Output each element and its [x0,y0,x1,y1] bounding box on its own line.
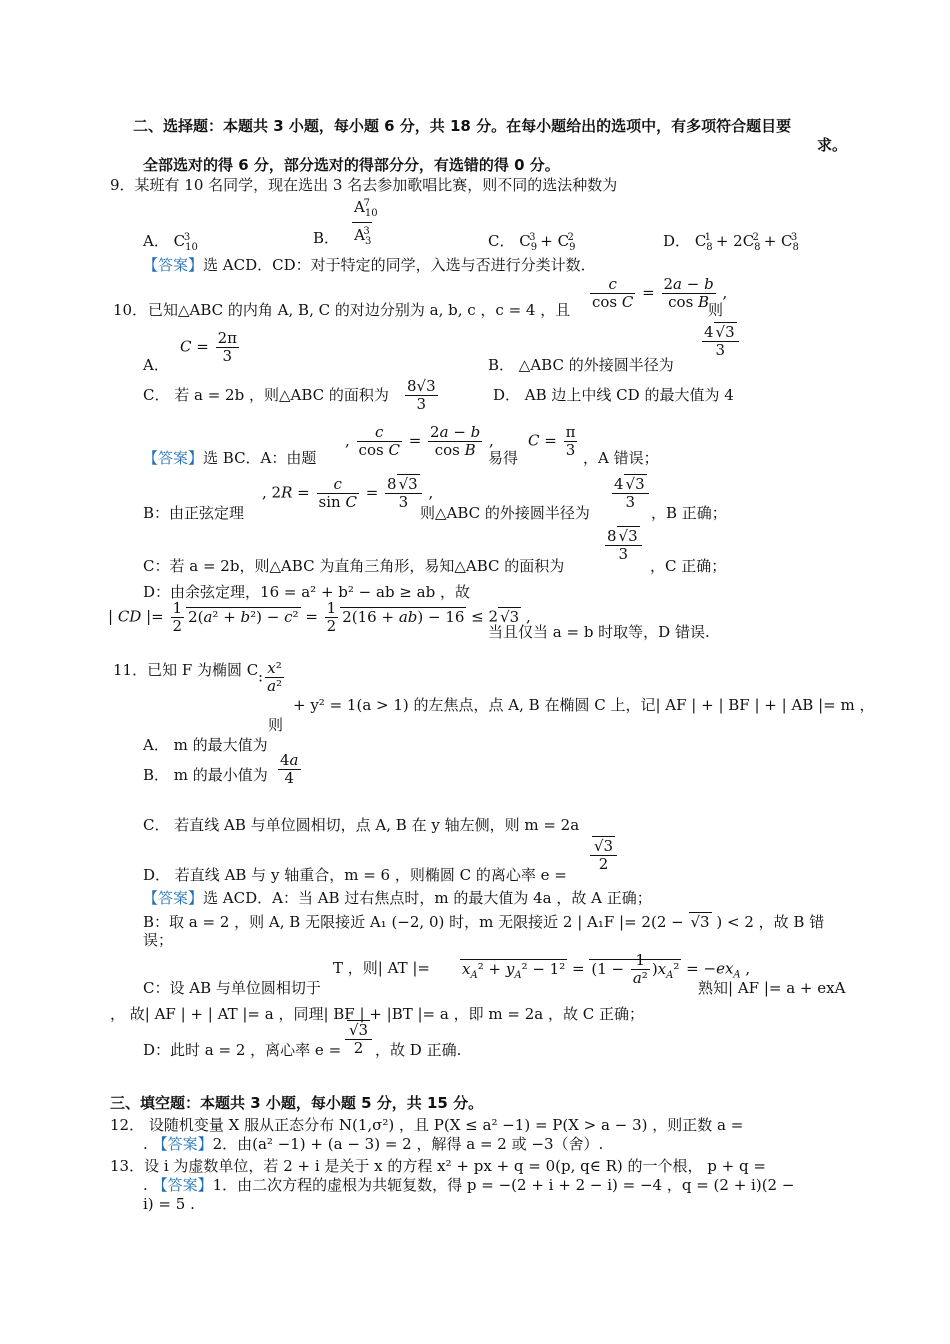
q11-stem-ellipse: : $\frac{\text{x²}}{\text{a²}}$ [258,659,283,695]
q11-stem-then: 则 [268,716,284,734]
q11-answer-line5: D：此时 a = 2 ，离心率 e = [143,1041,342,1059]
q10-option-c-formula: $\frac{8√3}{3}$ [407,377,436,413]
q10-answer-line4: D：由余弦定理，16 = a² + b² − ab ≥ ab ，故 [143,583,470,601]
q9-option-c [488,228,574,258]
section2-heading-line2: 全部选对的得 6 分，部分选对的得部分分，有选错的得 0 分。 [143,156,560,174]
q10-answer-line1-text: 选 BC．A：由题 [203,449,317,467]
q13-line1: 13．设 i 为虚数单位，若 2 + i 是关于 x 的方程 x² + px + q = 0(p, q∈ R) 的一个根， p + q = [110,1157,766,1175]
q11-option-b-formula: $\frac{4a}{4}$ [280,751,299,787]
q9-answer-text: 选 ACD．CD：对于特定的同学，入选与否进行分类计数． [203,256,596,274]
q10-option-c: C． 若 a = 2b ，则△ABC 的面积为 [143,386,389,404]
q12-answer-tag: 【答案】 [152,1135,213,1153]
q11-stem-b: + y² = 1(a > 1) 的左焦点，点 A, B 在椭圆 C 上，记| AF | + | BF | + | AB |= m ， [293,696,875,714]
q11-answer-line2-root: √3 [690,913,710,931]
q9-answer-tag: 【答案】 [143,256,204,274]
q10-number: 10． [113,301,148,319]
q11-option-d-formula: $\frac{√3}{2}$ [588,838,619,873]
q12-line2: . 【答案】2．由(a² −1) + (a − 3) = 2 ，解得 a = 2 或 −3（舍）. [143,1135,604,1153]
q9-answer [143,255,596,275]
q11-answer-line3: C：设 AB 与单位圆相切于 [143,979,321,997]
q9-stem: 9．某班有 10 名同学，现在选出 3 名去参加歌唱比赛，则不同的选法种数为 [110,176,618,194]
q11-answer-line3-at: T ，则| AT |= [333,959,431,977]
q10-option-a-label: A． [143,356,169,374]
q11-stem-a: 11．已知 F 为椭圆 C [113,661,259,679]
q13-answer-tag: 【答案】 [152,1176,213,1194]
q11-option-a: A． m 的最大值为 [143,736,268,754]
q10-option-b-label: B． △ABC 的外接圆半径为 [488,356,674,374]
section2-heading-line1: 二、选择题：本题共 3 小题，每小题 6 分，共 18 分。在每小题给出的选项中，有多项符合题目要 [133,117,792,135]
q10-answer-line2-end: ，B 正确； [651,504,727,522]
q9-option-d [663,228,797,258]
q11-answer-line2-end: ) < 2 ，故 B 错 [716,913,825,931]
q11-answer-line3-known: 熟知| AF |= a + exA [698,979,846,997]
q9-option-b-formula: $\frac{A_{10}^7}{A_3^3}$ [350,195,374,250]
q10-answer-line3-end: ，C 正确； [650,557,727,575]
q10-answer-line1-result: C = $\frac{\pi}{3}$ [528,423,576,459]
q10-stem-then: 则 [708,301,724,319]
q11-answer-line5-end: ，故 D 正确. [375,1041,462,1059]
q10-answer-line5: 当且仅当 a = b 时取等，D 错误. [488,623,710,641]
q11-option-b: B． m 的最小值为 [143,766,268,784]
section2-heading-tail: 求。 [817,136,848,154]
q10-option-a-formula: C = $\frac{2\pi}{3}$ [180,329,237,365]
q10-answer-line2-formula: , 2R = $\frac{c}{\text{sin C}}$ = $\frac{8 √3}{3}$ , [262,475,434,511]
q11-option-c: C． 若直线 AB 与单位圆相切，点 A, B 在 y 轴左侧，则 m = 2a [143,816,580,834]
q9-option-d-label: D． [663,232,691,250]
q9-option-a-formula: $C_{10}^3$ [173,232,198,253]
q11-option-d: D． 若直线 AB 与 y 轴重合，m = 6 ，则椭圆 C 的离心率 e = [143,866,567,884]
q12-answer-text: 2．由(a² −1) + (a − 3) = 2 ，解得 a = 2 或 −3（舍）. [212,1135,604,1153]
q11-answer-line2-wrap: 误； [143,931,174,949]
section3-heading: 三、填空题：本题共 3 小题，每小题 5 分，共 15 分。 [110,1094,484,1112]
q13-line2: . 【答案】1．由二次方程的虚根为共轭复数，得 p = −(2 + i + 2 − i) = −4 ，q = (2 + i)(2 − [143,1176,795,1194]
q13-answer-text: 1．由二次方程的虚根为共轭复数，得 p = −(2 + i + 2 − i) = −4 ，q = (2 + i)(2 − [212,1176,795,1194]
q11-answer-line2-text: B：取 a = 2 ，则 A, B 无限接近 A₁ (−2, 0) 时，m 无限接近 2 | A₁F |= 2(2 − [143,913,684,931]
q10-stem: 已知△ABC 的内角 A, B, C 的对边分别为 a, b, c ，c = 4 ，且 [148,301,571,319]
q9-option-c-label: C． [488,232,515,250]
q9-option-c-formula: $C_9^3 + C_9^2$ [519,232,576,253]
q9-option-b-label: B． [313,229,340,247]
q10-answer-line1-end: ，A 错误； [583,449,659,467]
q10-stem-condition: $\frac{c}{\text{cos C}}$ = $\frac{2a - b}{\text{cos B}}$ , [592,275,728,311]
q10-option-d: D． AB 边上中线 CD 的最大值为 4 [493,386,734,404]
q11-answer-line2 [143,912,824,932]
q10-answer-line4-formula: | CD |= $\frac{1}{2}$ 2(a² + b²) − c² = $\frac{1}{2}$ 2(16 + ab) − 16 ≤ 2 √3 , [108,599,531,635]
q11-answer-line5-formula: $\frac{√3}{2}$ [343,1022,374,1057]
q10-answer-line1-easy: 易得 [488,449,519,467]
q10-answer-line3-formula: $\frac{8 √3}{3}$ [603,528,644,563]
q10-answer-line1 [143,448,316,468]
q10-answer-line2: B：由正弦定理 [143,504,245,522]
q10-option-b-formula: $\frac{4 √3}{3}$ [700,324,741,359]
q11-answer-line1-text: 选 ACD．A：当 AB 过右焦点时，m 的最大值为 4a ，故 A 正确； [203,889,652,907]
q13-line3: i) = 5 . [143,1195,195,1213]
q11-answer-line1 [143,888,652,908]
q9-option-a-label: A． [143,232,169,250]
q11-answer-line3-formula: $x_A^2 + y_A^2 - 1^2 = (1$ − $\frac{1}{\text{a²}}$ )$x_A^2 = -ex_A$ , [462,951,751,987]
q9-option-a [143,228,198,258]
q10-answer-line1-formula: , $\frac{c}{\text{cos C}}$ = $\frac{2a - b}{\text{cos B}}$ , [345,423,494,459]
q12-line1: 12． 设随机变量 X 服从正态分布 N(1,σ²) ，且 P(X ≤ a² −1) = P(X > a − 3) ，则正数 a = [110,1116,744,1134]
q10-answer-line2-radius: 则△ABC 的外接圆半径为 [420,504,590,522]
q10-answer-line3: C：若 a = 2b，则△ABC 为直角三角形，易知△ABC 的面积为 [143,557,565,575]
q11-answer-line4: ， 故| AF | + | AT |= a ，同理| BF | + |BT |= a ，即 m = 2a ，故 C 正确； [110,1005,644,1023]
q10-answer-line2-value: $\frac{4 √3}{3}$ [610,476,651,511]
q10-answer-tag: 【答案】 [143,449,204,467]
q9-option-d-formula: $C_8^1 + 2C_8^2 + C_8^3$ [694,232,799,253]
q11-answer-tag: 【答案】 [143,889,204,907]
